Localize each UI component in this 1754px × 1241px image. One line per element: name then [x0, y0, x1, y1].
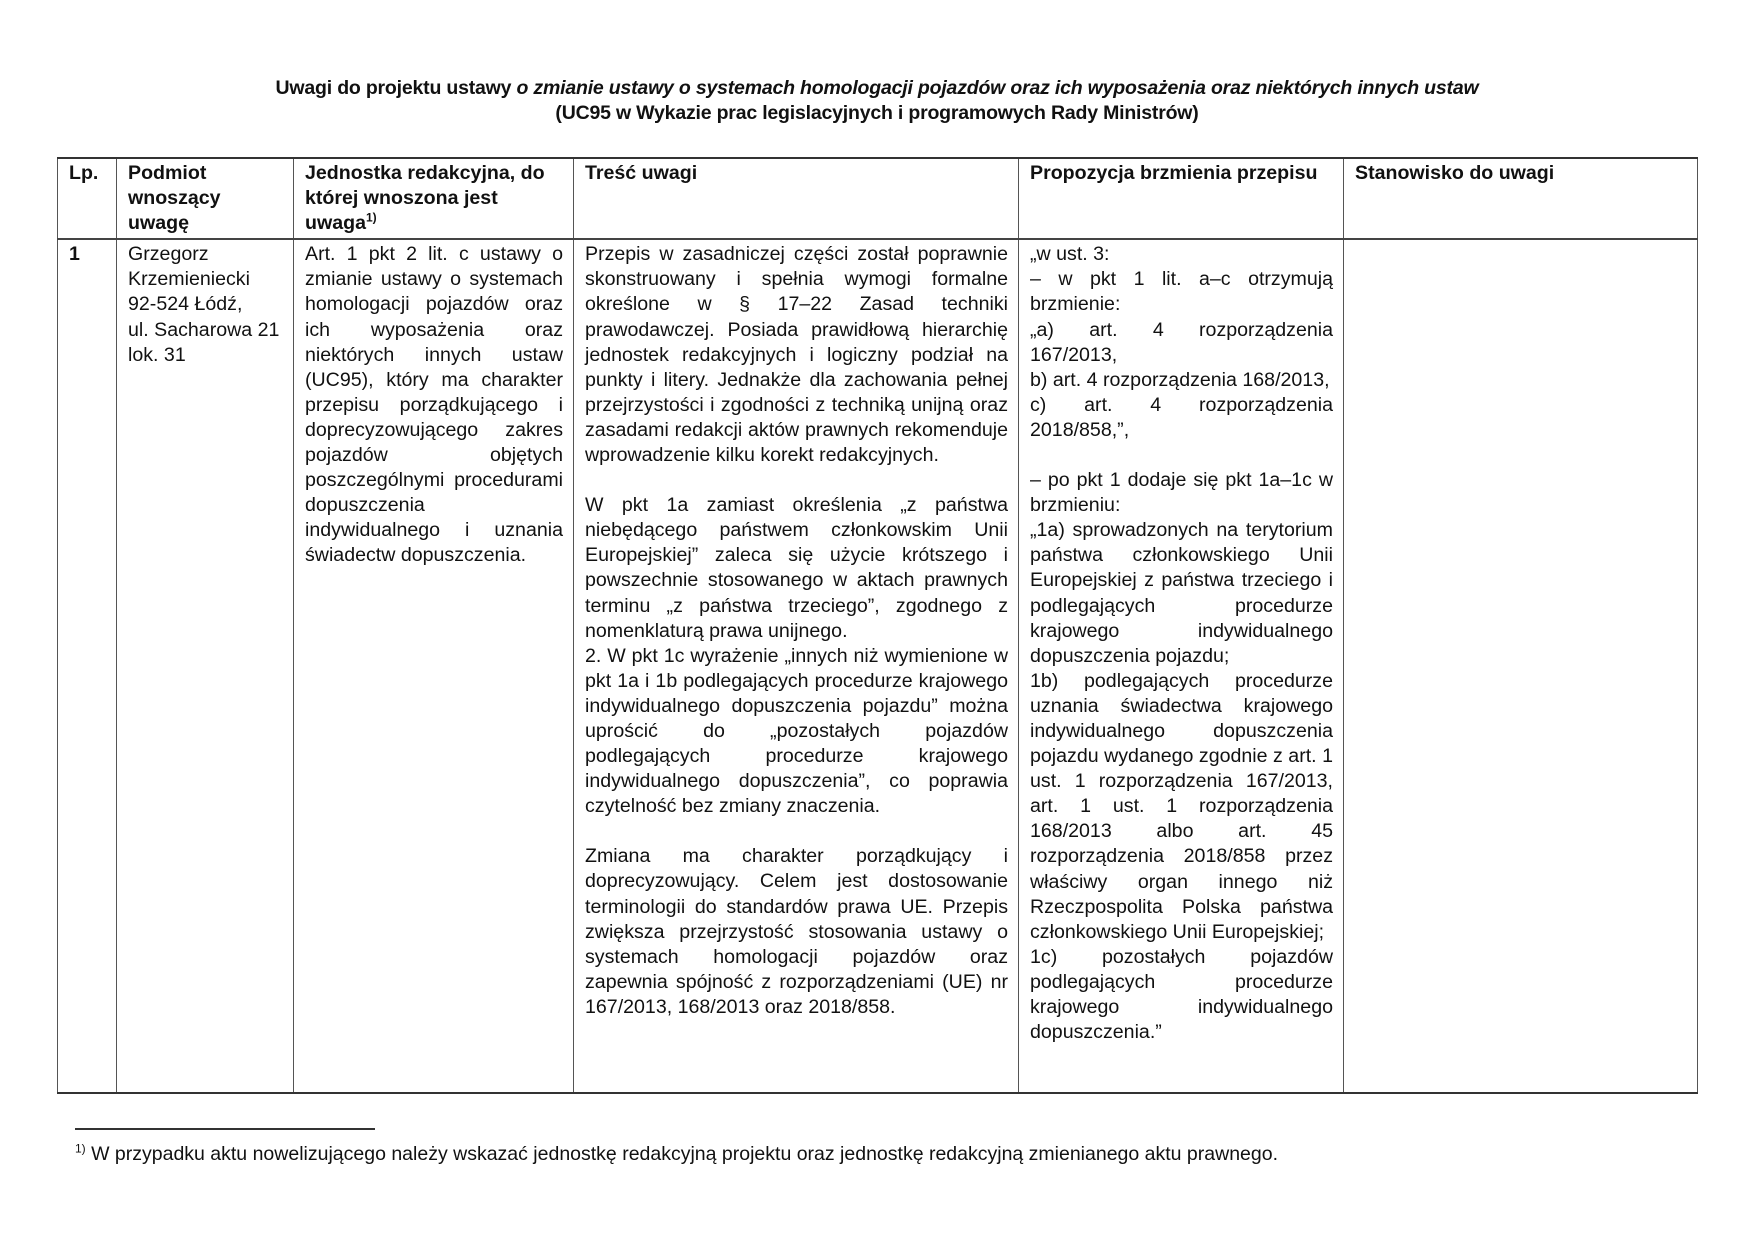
propozycja-line-1: „w ust. 3: — [1030, 243, 1110, 266]
title-line-1: Uwagi do projektu ustawy o zmianie ustawy o systemach homologacji pojazdów oraz ich wyposażenia oraz niektórych innych ustaw — [275, 77, 1479, 99]
propozycja-line-3: „a) art. 4 rozporządzenia 167/2013, — [1030, 318, 1333, 366]
title-line-2: (UC95 w Wykazie prac legislacyjnych i programowych Rady Ministrów) — [555, 102, 1199, 124]
tresc-paragraph-3: 2. W pkt 1c wyrażenie „innych niż wymienione w pkt 1a i 1b podlegających procedurze krajowego indywidualnego dopuszczenia pojazdu” można uprościć do „pozostałych pojazdów podlegających procedurze krajowego indywidualnego dopuszczenia”, co poprawia czytelność bez zmiany znaczenia. — [585, 644, 1008, 818]
cell-lp: 1 — [58, 239, 117, 1093]
footnote-separator — [75, 1128, 375, 1130]
header-tresc: Treść uwagi — [574, 158, 1019, 239]
propozycja-line-9: 1c) pozostałych pojazdów podlegających procedurze krajowego indywidualnego dopuszczenia.” — [1030, 945, 1333, 1044]
cell-jednostka: Art. 1 pkt 2 lit. c ustawy o zmianie ustawy o systemach homologacji pojazdów oraz ich wyposażenia oraz niektórych innych ustaw (UC95), który ma charakter przepisu porządkującego i doprecyzowującego zakres pojazdów objętych poszczególnymi procedurami dopuszczenia indywidualnego i uznania świadectw dopuszczenia. — [294, 239, 574, 1093]
header-stanowisko: Stanowisko do uwagi — [1344, 158, 1698, 239]
tresc-paragraph-2: W pkt 1a zamiast określenia „z państwa niebędącego państwem członkowskim Unii Europejskiej” zaleca się użycie krótszego i powszechnie stosowanego w aktach prawnych terminu „z państwa trzeciego”, zgodnego z nomenklaturą prawa unijnego. — [585, 494, 1008, 642]
propozycja-line-2: – w pkt 1 lit. a–c otrzymują brzmienie: — [1030, 268, 1333, 316]
cell-tresc — [574, 239, 1019, 1093]
header-lp: Lp. — [58, 158, 117, 239]
footnote-marker: 1) — [75, 1141, 86, 1156]
cell-stanowisko — [1344, 239, 1698, 1093]
propozycja-line-8: 1b) podlegających procedurze uznania świadectwa krajowego indywidualnego dopuszczenia pojazdu wydanego zgodnie z art. 1 ust. 1 rozporządzenia 167/2013, art. 1 ust. 1 rozporządzenia 168/2013 albo art. 45 rozporządzenia 2018/858 przez właściwy organ innego niż Rzeczpospolita Polska państwa członkowskiego Unii Europejskiej; — [1030, 669, 1333, 943]
submitter-last-name: Krzemieniecki — [128, 268, 250, 291]
propozycja-line-4: b) art. 4 rozporządzenia 168/2013, — [1030, 368, 1330, 391]
tresc-paragraph-4: Zmiana ma charakter porządkujący i doprecyzowujący. Celem jest dostosowanie terminologii do standardów prawa UE. Przepis zwiększa przejrzystość stosowania ustawy o systemach homologacji pojazdów oraz zapewnia spójność z rozporządzeniami (UE) nr 167/2013, 168/2013 oraz 2018/858. — [585, 845, 1008, 1018]
header-podmiot: Podmiot wnoszący uwagę — [117, 158, 294, 239]
submitter-flat: lok. 31 — [128, 343, 186, 366]
footnote-ref: 1) — [365, 210, 377, 225]
propozycja-line-7: „1a) sprowadzonych na terytorium państwa członkowskiego Unii Europejskiej z państwa trzeciego i podlegających procedurze krajowego indywidualnego dopuszczenia pojazdu; — [1030, 519, 1333, 667]
cell-podmiot — [117, 239, 294, 1093]
footnote — [75, 1141, 1278, 1167]
header-propozycja: Propozycja brzmienia przepisu — [1019, 158, 1344, 239]
footnote-text: W przypadku aktu nowelizującego należy wskazać jednostkę redakcyjną projektu oraz jednostkę redakcyjną zmienianego aktu prawnego. — [85, 1143, 1278, 1165]
header-jednostka: Jednostka redakcyjna, do której wnoszona jest uwaga$^{1)}$ — [294, 158, 574, 239]
propozycja-line-6: – po pkt 1 dodaje się pkt 1a–1c w brzmieniu: — [1030, 469, 1333, 517]
tresc-paragraph-1: Przepis w zasadniczej części został poprawnie skonstruowany i spełnia wymogi formalne określone w § 17–22 Zasad techniki prawodawczej. Posiada prawidłową hierarchię jednostek redakcyjnych i logiczny podział na punkty i litery. Jednakże dla zachowania pełnej przejrzystości i zgodności z techniką unijną oraz zasadami redakcji aktów prawnych rekomenduje wprowadzenie kilku korekt redakcyjnych. — [585, 243, 1008, 467]
submitter-city: 92-524 Łódź, — [128, 293, 243, 316]
submitter-street: ul. Sacharowa 21 — [128, 318, 280, 341]
document-title — [0, 76, 1754, 126]
submitter-first-name: Grzegorz — [128, 243, 209, 266]
propozycja-line-5: c) art. 4 rozporządzenia 2018/858,”, — [1030, 393, 1333, 441]
cell-propozycja — [1019, 239, 1344, 1093]
title-act-name: o zmianie ustawy o systemach homologacji pojazdów oraz ich wyposażenia oraz niektórych innych ustaw — [516, 77, 1479, 99]
comments-table — [57, 157, 1698, 1094]
table-header-row — [58, 158, 1698, 239]
table-row — [58, 239, 1698, 1093]
